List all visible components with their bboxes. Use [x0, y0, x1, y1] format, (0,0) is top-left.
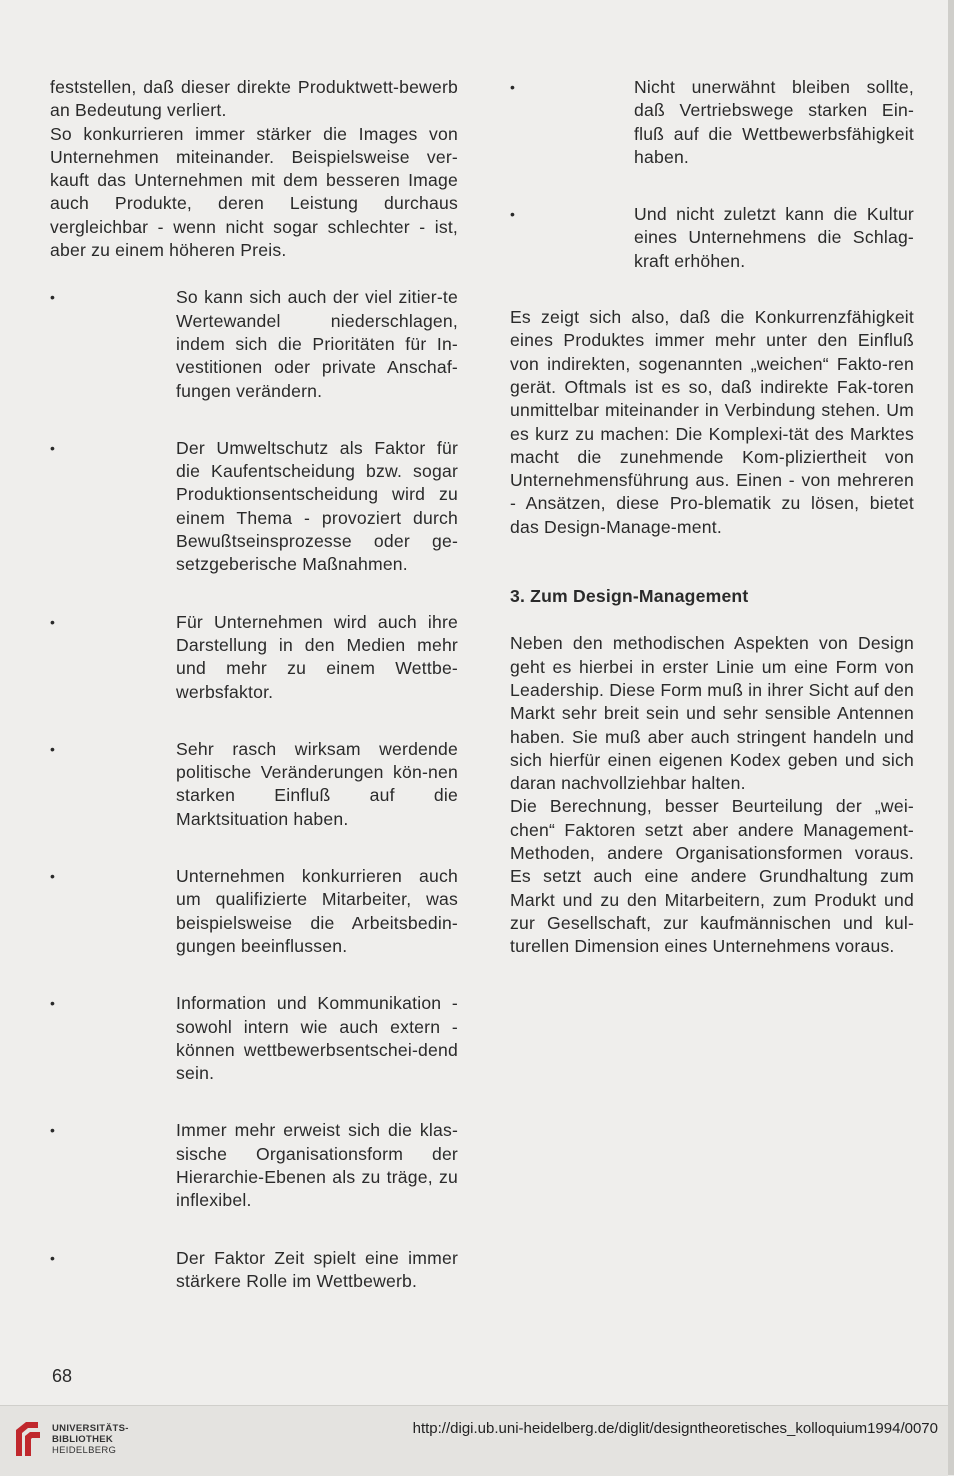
- bullet-item: [50, 865, 458, 958]
- bullet-text: Nicht unerwähnt bleiben sollte, daß Vertriebswege starken Ein-fluß auf die Wettbewerbsfähigkeit haben.: [634, 77, 914, 167]
- page-edge: [948, 0, 954, 1475]
- bullet-item: [50, 437, 458, 577]
- bullet-icon: •: [50, 1249, 56, 1266]
- bullet-item: [510, 76, 914, 169]
- library-name: UNIVERSITÄTS- BIBLIOTHEK HEIDELBERG: [52, 1423, 129, 1456]
- page-number: 68: [52, 1366, 73, 1386]
- bullet-icon: •: [50, 995, 56, 1012]
- body-paragraph: Neben den methodischen Aspekten von Design geht es hierbei in erster Linie um eine Form von Leadership. Diese Form muß in ihrer Sicht auf den Markt sehr breit sein und sehr sensible Antennen haben. Sie muß aber auch stringent handeln und sich hierfür einen eigenen Kodex geben und sich daran nachvollziehbar halten.: [510, 633, 914, 794]
- bullet-text: Information und Kommunikation - sowohl intern wie auch extern - können wettbewerbsentschei-dend sein.: [176, 993, 458, 1084]
- bullet-text: Der Umweltschutz als Faktor für die Kaufentscheidung bzw. sogar Produktionsentscheidung wird zu einem Thema - provoziert durch Bewußtseinsprozesse oder ge-setzgeberische Maßnahmen.: [176, 437, 458, 575]
- bullet-icon: •: [50, 439, 56, 456]
- bullet-icon: •: [50, 289, 56, 306]
- left-column: [50, 76, 458, 1293]
- bullet-text: Der Faktor Zeit spielt eine immer stärkere Rolle im Wettbewerb.: [176, 1247, 458, 1291]
- library-logo-icon: [12, 1420, 42, 1458]
- bullet-item: [50, 286, 458, 402]
- right-column: [510, 76, 914, 959]
- bullet-text: Für Unternehmen wird auch ihre Darstellung in den Medien mehr und mehr zu einem Wettbe-werbsfaktor.: [176, 611, 458, 702]
- section-heading: 3. Zum Design-Management: [510, 586, 749, 607]
- body-paragraph: Die Berechnung, besser Beurteilung der „wei-chen“ Faktoren setzt aber andere Management-Methoden, andere Organisationsformen voraus. Es setzt auch eine andere Grundhaltung zum Markt und zu den Mitarbeitern, zum Produkt und zur Gesellschaft, zur kaufmännischen und kul-turellen Dimension eines Unternehmens voraus.: [510, 796, 914, 957]
- bullet-item: [50, 611, 458, 704]
- source-url-link[interactable]: http://digi.ub.uni-heidelberg.de/diglit/designtheoretisches_kolloquium1994/0070: [412, 1420, 938, 1437]
- intro-paragraph-1: feststellen, daß dieser direkte Produktwett-bewerb an Bedeutung verliert.: [50, 77, 458, 121]
- bullet-icon: •: [510, 206, 516, 223]
- bullet-item: [50, 738, 458, 831]
- intro-paragraph-2: So konkurrieren immer stärker die Images von Unternehmen miteinander. Beispielsweise ver-kauft das Unternehmen mit dem besseren Image auch Produkte, deren Leistung durchaus vergleichbar - wenn nicht sogar schlechter - ist, aber zu einem höheren Preis.: [50, 123, 458, 261]
- bullet-icon: •: [50, 868, 56, 885]
- bullet-icon: •: [50, 1122, 56, 1139]
- bullet-item: [50, 1247, 458, 1294]
- bullet-text: Und nicht zuletzt kann die Kultur eines Unternehmens die Schlag-kraft erhöhen.: [634, 204, 914, 271]
- bullet-text: So kann sich auch der viel zitier-te Wertewandel niederschlagen, indem sich die Prioritäten für In-vestitionen oder private Anschaf-fungen verändern.: [176, 287, 458, 401]
- bullet-icon: •: [50, 740, 56, 757]
- bullet-item: [510, 203, 914, 273]
- bullet-icon: •: [50, 613, 56, 630]
- body-paragraph: Es zeigt sich also, daß die Konkurrenzfähigkeit eines Produktes immer mehr unter den Einfluß von indirekten, sogenannten „weichen“ Fakto-ren gerät. Oftmals ist es so, daß indirekte Fak-toren unmittelbar miteinander in Verbindung stehen. Um es kurz zu machen: Die Komplexi-tät des Marktes macht die zunehmende Kom-pliziertheit von Unternehmensführung aus. Einen - von mehreren - Ansätzen, diese Pro-blematik zu lösen, bietet das Design-Manage-ment.: [510, 307, 914, 537]
- bullet-text: Unternehmen konkurrieren auch um qualifizierte Mitarbeiter, was beispielsweise die Arbeitsbedin-gungen beeinflussen.: [176, 866, 458, 956]
- bullet-text: Sehr rasch wirksam werdende politische Veränderungen kön-nen starken Einfluß auf die Marktsituation haben.: [176, 738, 458, 829]
- bullet-icon: •: [510, 79, 516, 95]
- footer-bar: [0, 1405, 948, 1476]
- bullet-item: [50, 992, 458, 1085]
- bullet-text: Immer mehr erweist sich die klas-sische Organisationsform der Hierarchie-Ebenen als zu träge, zu inflexibel.: [176, 1120, 458, 1211]
- bullet-item: [50, 1119, 458, 1212]
